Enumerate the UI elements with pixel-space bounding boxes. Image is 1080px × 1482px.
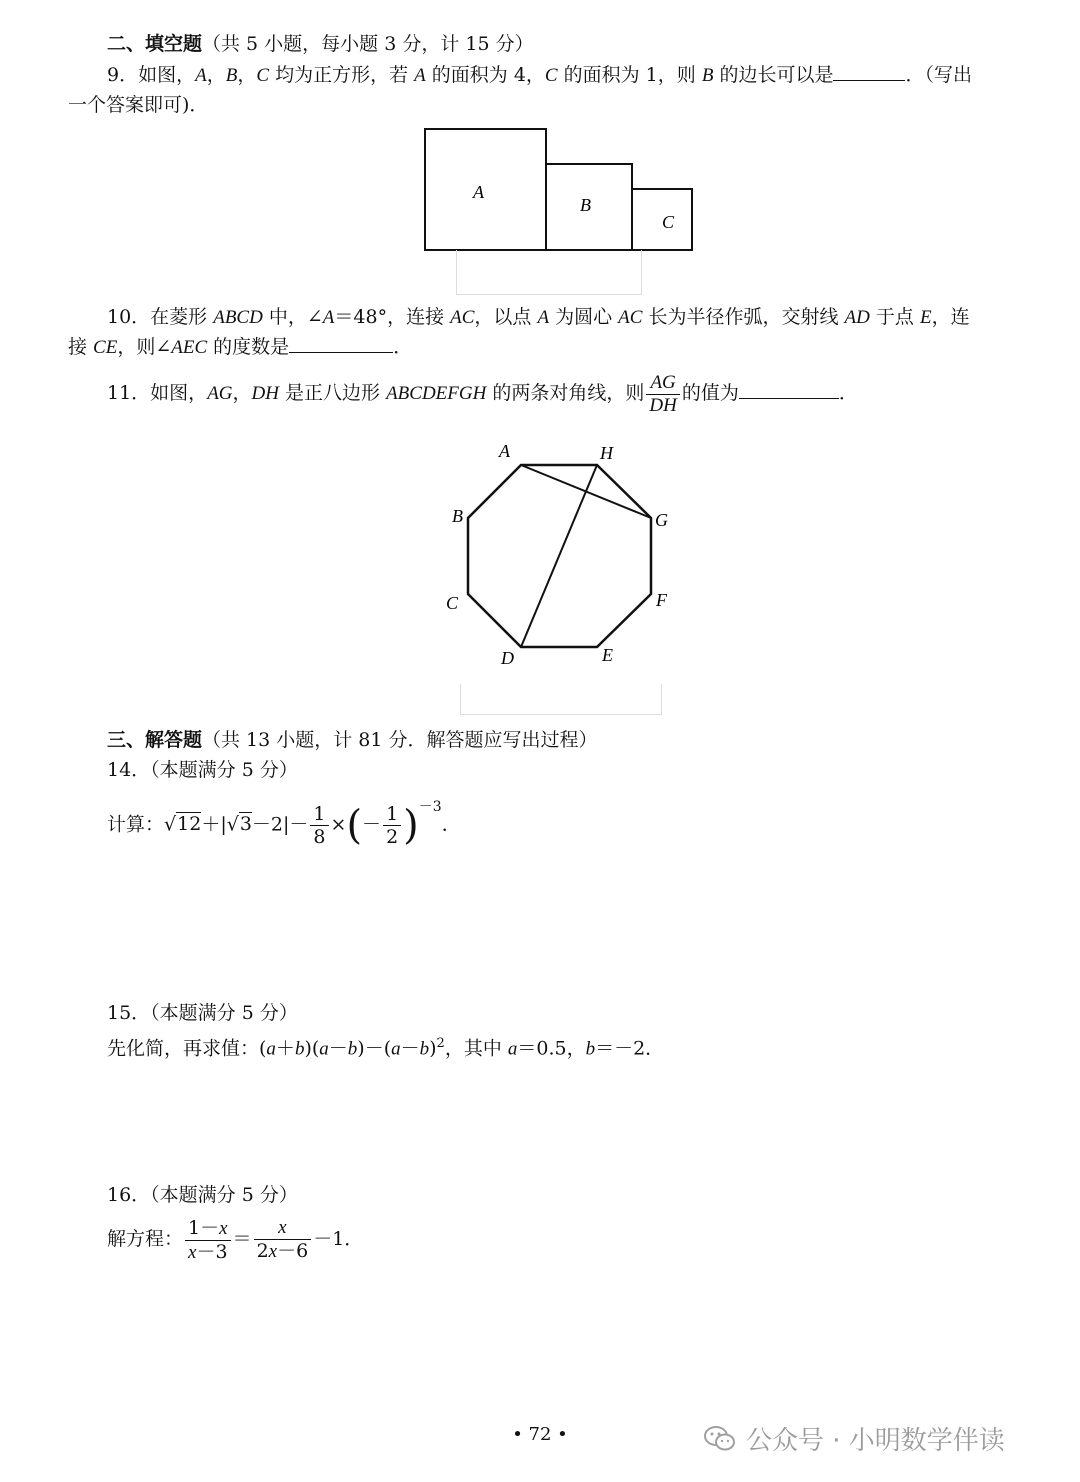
- figure-frame: [456, 250, 642, 295]
- square-a: [425, 129, 546, 250]
- label-c: C: [662, 212, 675, 232]
- answer-blank: [739, 380, 839, 399]
- vertex-d: D: [501, 648, 514, 668]
- question-10-line-2: 接 CE，则∠AEC 的度数是 ．: [68, 336, 413, 358]
- wechat-icon: [704, 1425, 736, 1453]
- squares-figure: [420, 124, 700, 256]
- question-16-equation: 解方程： $\frac{1-x}{x-3}$ ＝ $\frac{x}{2x-6}$ －1．: [107, 1216, 364, 1263]
- fraction-left: $\frac{1-x}{x-3}$: [185, 1217, 231, 1264]
- watermark-text: 公众号 · 小明数学伴读: [746, 1426, 1005, 1456]
- question-11: 11．如图，AG，DH 是正八边形 ABCDEFGH 的两条对角线，则 $\frac{AG}{DH}$ 的值为 ．: [107, 371, 858, 416]
- ratio-fraction: $\frac{AG}{DH}$: [646, 372, 679, 417]
- page-number: • 72 •: [512, 1424, 568, 1445]
- diagonal-dh: [521, 465, 597, 647]
- question-16-header: 16．（本题满分 5 分）: [107, 1184, 298, 1206]
- question-9-line-2: 一个答案即可)．: [68, 94, 209, 116]
- watermark: [704, 1420, 1005, 1457]
- vertex-c: C: [446, 593, 459, 613]
- vertex-b: B: [452, 506, 463, 526]
- figure-frame: [460, 684, 662, 715]
- section-2-title: 二、填空题（共 5 小题，每小题 3 分，计 15 分）: [107, 33, 534, 55]
- section-3-title: 三、解答题（共 13 小题，计 81 分．解答题应写出过程）: [107, 729, 598, 751]
- fraction-right: $\frac{x}{2x-6}$: [254, 1217, 312, 1263]
- question-14-expression: 计算：√12＋|√3－2|－ $\frac{1}{8}$ ×(－ $\frac{1}{2}$ )$^{-3}$．: [107, 799, 461, 849]
- question-10-line-1: 10．在菱形 ABCD 中，∠A＝48°，连接 AC，以点 A 为圆心 AC 长为半径作弧，交射线 AD 于点 E，连: [107, 306, 970, 328]
- vertex-a: A: [499, 441, 510, 461]
- question-15-expression: 先化简，再求值：$(a+b)(a-b)-(a-b)^2$，其中 a＝0.5，b＝－2．: [107, 1036, 665, 1060]
- fraction-1-2: $\frac{1}{2}$: [383, 803, 401, 848]
- vertex-f: F: [656, 590, 667, 610]
- fraction-1-8: $\frac{1}{8}$: [310, 803, 328, 848]
- question-15-header: 15．（本题满分 5 分）: [107, 1002, 298, 1024]
- question-14-header: 14．（本题满分 5 分）: [107, 759, 298, 781]
- question-9-line-1: 9．如图，A，B，C 均为正方形，若 A 的面积为 4，C 的面积为 1，则 B 的边长可以是 ．（写出: [107, 64, 972, 86]
- octagon-figure: [430, 432, 690, 680]
- vertex-h: H: [600, 443, 613, 463]
- answer-blank: [289, 334, 393, 353]
- label-b: B: [580, 195, 591, 215]
- vertex-g: G: [655, 510, 668, 530]
- label-a: A: [473, 182, 484, 202]
- answer-blank: [833, 62, 905, 81]
- vertex-e: E: [602, 645, 613, 665]
